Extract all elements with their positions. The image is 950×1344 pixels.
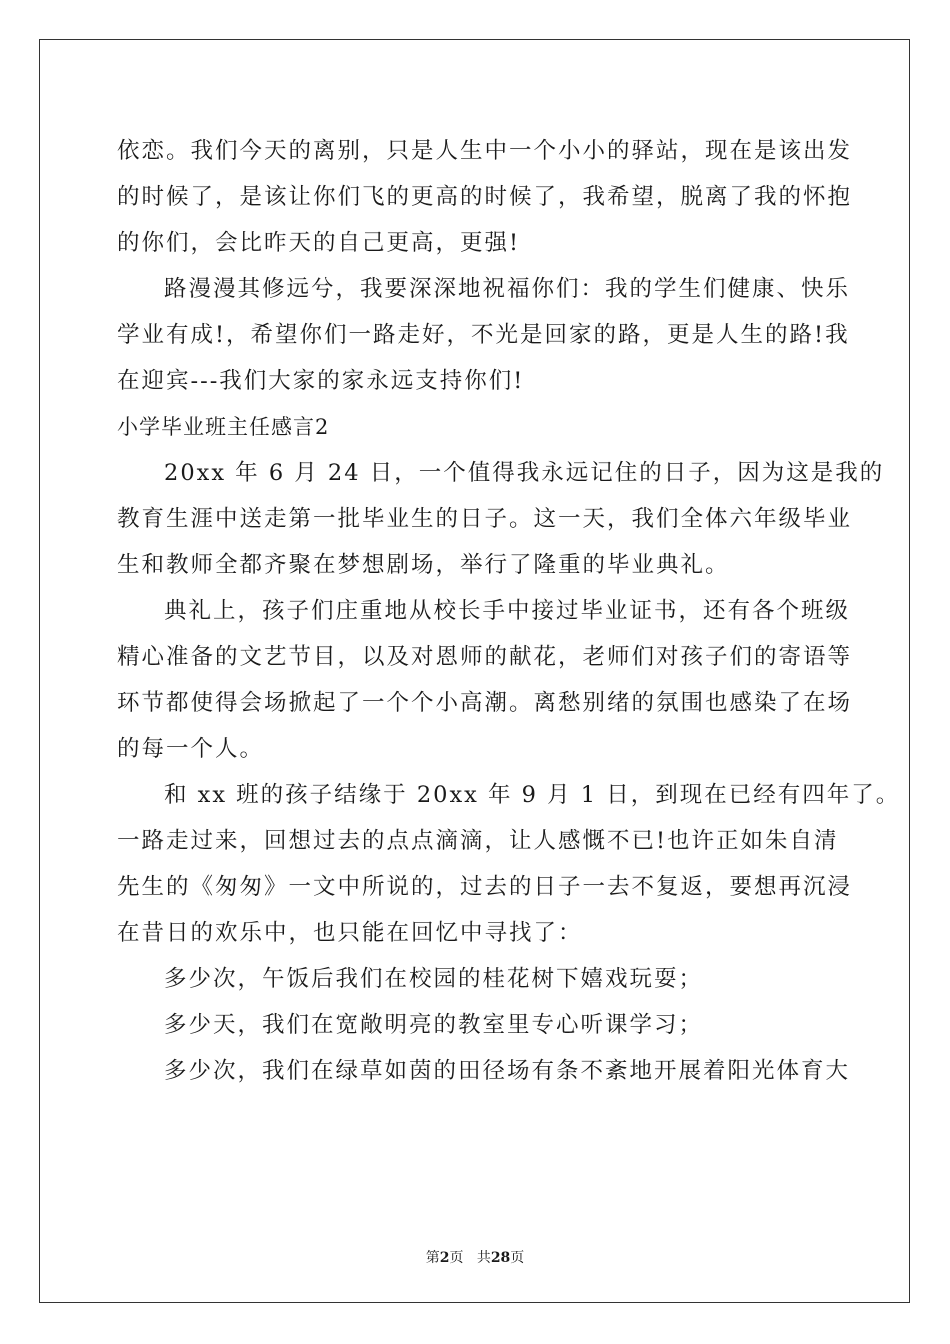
text-line: 先生的《匆匆》一文中所说的，过去的日子一去不复返，要想再沉浸 xyxy=(117,874,853,900)
text-line: 在迎宾---我们大家的家永远支持你们! xyxy=(117,368,525,394)
total-suffix: 页 xyxy=(510,1250,525,1266)
page-number: 2 xyxy=(439,1250,450,1266)
page-suffix: 页 xyxy=(449,1250,464,1266)
text-line: 的时候了，是该让你们飞的更高的时候了，我希望，脱离了我的怀抱 xyxy=(117,184,853,210)
text-line: 的你们，会比昨天的自己更高，更强! xyxy=(117,230,521,256)
document-body xyxy=(117,128,901,1094)
text-line: 精心准备的文艺节目，以及对恩师的献花，老师们对孩子们的寄语等 xyxy=(117,644,853,670)
total-prefix: 共 xyxy=(476,1250,491,1266)
paragraph-start: 路漫漫其修远兮，我要深深地祝福你们：我的学生们健康、快乐 xyxy=(164,276,851,302)
text-line: 依恋。我们今天的离别，只是人生中一个小小的驿站，现在是该出发 xyxy=(117,138,853,164)
page-footer xyxy=(0,1249,950,1267)
text-line: 的每一个人。 xyxy=(117,736,265,762)
text-line: 学业有成!，希望你们一路走好，不光是回家的路，更是人生的路!我 xyxy=(117,322,850,348)
text-line: 环节都使得会场掀起了一个个小高潮。离愁别绪的氛围也感染了在场 xyxy=(117,690,853,716)
paragraph-start: 多少次，午饭后我们在校园的桂花树下嬉戏玩耍； xyxy=(164,966,704,992)
paragraph-start: 多少次，我们在绿草如茵的田径场有条不紊地开展着阳光体育大 xyxy=(164,1058,851,1084)
text-line: 一路走过来，回想过去的点点滴滴，让人感慨不已!也许正如朱自清 xyxy=(117,828,839,854)
text-line: 教育生涯中送走第一批毕业生的日子。这一天，我们全体六年级毕业 xyxy=(117,506,853,532)
text-line: 在昔日的欢乐中，也只能在回忆中寻找了： xyxy=(117,920,583,946)
paragraph-start: 多少天，我们在宽敞明亮的教室里专心听课学习； xyxy=(164,1012,704,1038)
total-pages: 28 xyxy=(490,1250,511,1266)
paragraph-start: 和 xx 班的孩子结缘于 20xx 年 9 月 1 日，到现在已经有四年了。 xyxy=(164,782,901,808)
paragraph-start: 典礼上，孩子们庄重地从校长手中接过毕业证书，还有各个班级 xyxy=(164,598,851,624)
page-prefix: 第 xyxy=(425,1250,440,1266)
section-heading: 小学毕业班主任感言2 xyxy=(117,415,330,439)
paragraph-start: 20xx 年 6 月 24 日，一个值得我永远记住的日子，因为这是我的 xyxy=(164,460,885,486)
text-line: 生和教师全都齐聚在梦想剧场，举行了隆重的毕业典礼。 xyxy=(117,552,730,578)
